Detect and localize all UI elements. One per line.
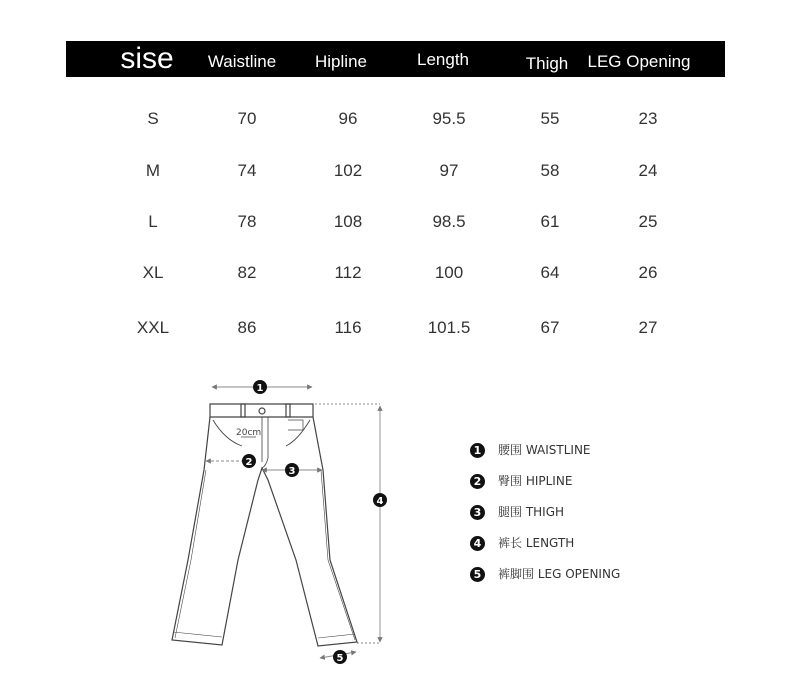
cell-leg-opening: 23 (638, 109, 658, 128)
cell-leg-opening: 24 (638, 161, 658, 180)
cell-leg-opening: 27 (638, 318, 658, 337)
cell-thigh: 58 (540, 161, 560, 180)
cell-hipline: 116 (334, 318, 362, 337)
legend-number: 2 (470, 474, 485, 489)
cell-length: 97 (439, 161, 459, 180)
marker-4 (373, 493, 387, 507)
cell-waistline: 70 (237, 109, 257, 128)
cell-thigh: 55 (540, 109, 560, 128)
cell-hipline: 96 (338, 109, 358, 128)
cell-waistline: 78 (237, 212, 257, 231)
marker-5 (333, 650, 347, 664)
legend-number: 3 (470, 505, 485, 520)
header-leg-opening: LEG Opening (587, 52, 691, 71)
cell-length: 98.5 (432, 212, 466, 231)
svg-text:4: 4 (376, 496, 384, 507)
cell-thigh: 64 (540, 263, 560, 282)
cell-size: XXL (136, 318, 170, 337)
header-size: sise (120, 42, 174, 75)
cell-thigh: 67 (540, 318, 560, 337)
marker-3 (285, 463, 299, 477)
measurement-legend (470, 443, 620, 598)
svg-text:5: 5 (336, 653, 344, 664)
cell-hipline: 102 (333, 161, 363, 180)
cell-size: L (148, 212, 158, 231)
svg-text:2: 2 (245, 457, 253, 468)
cell-size: XL (142, 263, 164, 282)
legend-item (470, 443, 620, 474)
legend-item (470, 536, 620, 567)
legend-label: 臀围 HIPLINE (498, 474, 573, 488)
cell-length: 95.5 (432, 109, 466, 128)
cell-waistline: 86 (237, 318, 257, 337)
measurement-lines (206, 387, 380, 658)
legend-item (470, 505, 620, 536)
svg-text:3: 3 (288, 466, 296, 477)
legend-label: 裤长 LENGTH (498, 536, 575, 550)
cell-length: 100 (434, 263, 464, 282)
cell-hipline: 112 (334, 263, 362, 282)
header-hipline: Hipline (315, 52, 367, 71)
marker-1 (253, 380, 267, 394)
cell-leg-opening: 25 (638, 212, 658, 231)
header-thigh: Thigh (525, 54, 569, 73)
header-waistline: Waistline (207, 52, 277, 71)
svg-text:1: 1 (256, 383, 264, 394)
legend-number: 4 (470, 536, 485, 551)
pocket-label: 20cm (236, 428, 262, 438)
legend-number: 5 (470, 567, 485, 582)
marker-2 (242, 454, 256, 468)
cell-size: S (147, 109, 159, 128)
cell-leg-opening: 26 (638, 263, 658, 282)
pants-outline (172, 404, 357, 646)
legend-item (470, 567, 620, 598)
legend-number: 1 (470, 443, 485, 458)
legend-label: 腰围 WAISTLINE (498, 443, 591, 457)
legend-item (470, 474, 620, 505)
legend-label: 裤脚围 LEG OPENING (498, 567, 621, 581)
legend-label: 腿围 THIGH (498, 505, 565, 519)
cell-length: 101.5 (427, 318, 471, 337)
cell-waistline: 82 (237, 263, 257, 282)
cell-thigh: 61 (540, 212, 560, 231)
cell-size: M (145, 161, 161, 180)
cell-hipline: 108 (333, 212, 363, 231)
header-length: Length (417, 50, 469, 69)
cell-waistline: 74 (237, 161, 257, 180)
